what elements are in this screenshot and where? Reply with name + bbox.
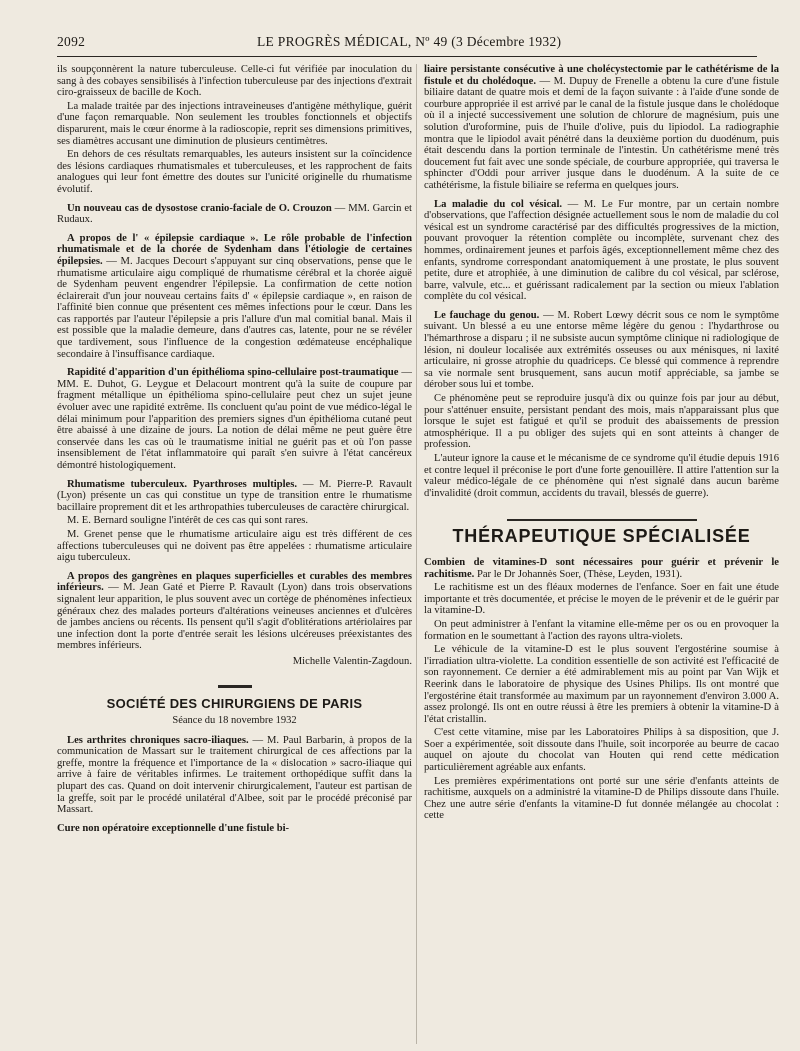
section-epithelioma	[57, 367, 412, 471]
paragraph: Le véhicule de la vitamine-D est le plus souvent l'ergostérine soumise à l'irradiation ultra-violette. La condition essentielle de son activité est l'efficacité de son rayonnement. Ce dernier a été admirablement mis au point par Van Wijk et Reerink dans le laboratoire de physique des Usines Philips. Ils ont montré que l'ergostérine était transformée au maximum par un rayonnement d'environ 3.000 A. assez prolongé. Ils ont en outre réussi à être les premiers à obtenir la vitamine-D à l'état cristallin.	[424, 644, 779, 725]
paragraph: M. E. Bernard souligne l'intérêt de ces cas qui sont rares.	[67, 515, 309, 527]
section-title: Un nouveau cas de dysostose cranio-faciale de O. Crouzon	[67, 202, 332, 214]
section-gangrenes	[57, 571, 412, 652]
section-epilepsie	[57, 233, 412, 361]
section-body: — M. Robert Lœwy décrit sous ce nom le symptôme suivant. Un blessé a eu une entorse même légère du genou : l'hydarthrose ou l'hémarthrose a disparu ; il ne subsiste aucun symptôme clinique ni radiologique de lésion, ni douleur localisée aux extrémités osseuses ou aux ménisques, ni laxité articulaire, ni grosse atrophie du quadriceps. Ce blessé qui commence à reprendre sa vie normale sent brusquement, sans aucun motif appréciable, sa jambe se dérober sous lui et tombe.	[424, 309, 779, 391]
paragraph: Le rachitisme est un des fléaux modernes de l'enfance. Soer en fait une étude importante et très documentée, et précise le moyen de le prévenir et de le guérir par la vitamine-D.	[424, 582, 779, 617]
section-col-vesical	[424, 199, 779, 303]
section-body: — MM. Garcin et Rudaux.	[57, 202, 412, 226]
section-arthrites	[57, 735, 412, 816]
section-fauchage	[424, 310, 779, 391]
section-title: Cure non opératoire exceptionnelle d'une fistule bi-	[57, 822, 290, 834]
author-signature: Michelle Valentin-Zagdoun.	[292, 655, 412, 667]
therapy-heading: THÉRAPEUTIQUE SPÉCIALISÉE	[452, 526, 751, 547]
society-title: SOCIÉTÉ DES CHIRURGIENS DE PARIS	[106, 695, 363, 711]
separator	[57, 680, 412, 688]
page-header	[57, 34, 757, 52]
paragraph: M. Grenet pense que le rhumatisme articulaire aigu est très différent de ces affections tuberculeuses qui ne doivent pas être appelées : rhumatisme articulaire aigu tuberculeux.	[57, 528, 412, 564]
section-title: A propos des gangrènes en plaques superficielles et curables des membres inférieurs.	[57, 570, 412, 594]
column-divider	[416, 64, 417, 1044]
paragraph: C'est cette vitamine, mise par les Laboratoires Philips à sa disposition, que J. Soer a expérimentée, soit dissoute dans l'huile, soit incorporée au beurre de cacao auquel on ajoute du chocolat van Houten qui rend cette médication particulièrement agréable aux enfants.	[424, 727, 779, 774]
section-fistule	[424, 64, 779, 192]
paragraph: L'auteur ignore la cause et le mécanisme de ce syndrome qu'il étudie depuis 1916 et contre lequel il préconise le port d'une forte genouillère. Il attire l'attention sur la valeur médico-légale de ce phénomène qui n'est signalé dans aucun barème d'invalidité (droit commun, accidents du travail, blessés de guerre).	[424, 453, 779, 499]
left-column	[57, 64, 412, 1049]
section-body: — M. Jacques Decourt s'appuyant sur cinq observations, pense que le rhumatisme articulaire aigu compliqué de rhumatisme cérébral et la chorée aiguë de Sydenham peuvent engendrer l'épilepsie. La confirmation de cette notion éclairerait d'un jour nouveau certains faits d' « épilepsie cardiaque », en raison de l'affinité bien connue que présentent ces mêmes infections pour le cœur. Dans les cas rapportés par l'auteur l'épilepsie a pris l'allure d'un mal comitial banal. Mais il est possible que la maladie demeure, dans d'autres cas, latente, pour ne se révéler que tardivement, sous l'influence de la congestion œdémateuse encéphalique secondaire à l'insuffisance cardiaque.	[57, 255, 412, 360]
section-body: — M. Dupuy de Frenelle a obtenu la cure d'une fistule biliaire datant de quatre mois et demi de la façon suivante : à l'aide d'une sonde de courbure appropriée il est arrivé par le canal de la fistule jusque dans le cholédoque où il a injecté successivement une solution de chlorure de magnésium, puis une solution d'uroformine, puis de l'huile d'olive, puis du lipiodol. La radiographie montra que le lipiodol avait pénétré dans la deuxième portion du duodénum, puis était descendu dans la portion terminale de l'intestin. Un cathétérisme mené très doucement fut fait avec une sonde spéciale, de courbure appropriée, qui traversa le sphincter d'Oddi pour arriver jusque dans le duodénum. A la suite de ce cathétérisme, la fistule biliaire se referma en quelques jours.	[424, 75, 779, 191]
paragraph: Les premières expérimentations ont porté sur une série d'enfants atteints de rachitisme, auxquels on a administré la vitamine-D de Philips dissoute dans l'huile. Chez une autre série d'enfants la vitamine-D fut donnée mélangée au chocolat : cette	[424, 775, 779, 822]
paragraph: On peut administrer à l'enfant la vitamine elle-même per os ou en provoquer la formation en le soumettant à l'action des rayons ultra-violets.	[424, 618, 779, 642]
section-title: La maladie du col vésical.	[434, 198, 563, 210]
section-title: Rhumatisme tuberculeux. Pyarthroses multiples.	[67, 478, 298, 490]
section-body: Par le Dr Johannès Soer, (Thèse, Leyden, 1931).	[474, 568, 683, 580]
section-vitamines	[424, 557, 779, 580]
right-column	[424, 64, 779, 1049]
paragraph: En dehors de ces résultats remarquables, les auteurs insistent sur la coïncidence des lésions cardiaques rhumatismales et tuberculeuses, et les rapprochent de faits analogues qui leur font émettre des doutes sur l'unicité originelle du rhumatisme évolutif.	[57, 149, 412, 195]
paragraph: La malade traitée par des injections intraveineuses d'antigène méthylique, guérit d'une façon remarquable. Non seulement les troubles fonctionnels et objectifs disparurent, mais le cœur énorme à la radioscopie, reprit ses dimensions primitives, ses diamètres accusant une diminution de plusieurs centimètres.	[57, 100, 412, 147]
section-body: — M. Pierre-P. Ravault (Lyon) présente un cas qui constitue un type de transition entre le rhumatisme bacillaire proprement dit et les arthropathies tuberculeuses de caractère chirurgical.	[57, 478, 412, 513]
section-fistule-start	[57, 823, 412, 835]
section-body: — M. Le Fur montre, par un certain nombre d'observations, que l'affection désignée actuellement sous le nom de maladie du col vésical est un syndrome caractérisé par des difficultés progressives de la miction, pouvant provoquer la rétention complète ou incomplète, survenant chez des hommes, ordinairement jeunes et parfois âgés, exceptionnellement même chez des enfants, syndrome correspondant anatomiquement à une prostate, le plus souvent petite, dure et atrophiée, à une diminution de calibre du col vésical, par sclérose, barre, valvule, etc... et guérissant radicalement par la section ou mieux l'ablation complète du col vésical.	[424, 198, 779, 303]
section-body: — MM. E. Duhot, G. Leygue et Delacourt montrent qu'à la suite de coupure par fragment métallique un épithélioma spino-cellulaire peut chez un sujet jeune évoluer avec une rapidité extrême. Ils concluent qu'au point de vue médico-légal le délai minimum pour l'apparition des premiers signes d'un épithélioma cutané peut être abaissé à une dizaine de jours. La notion de délai même ne peut guère être conservée dans les cas où le traumatisme initial ne guérit pas et où l'on passe insensiblement de l'état inflammatoire qui paraît s'en suivre à l'état cancéreux démontré histologiquement.	[57, 367, 412, 471]
section-body: — M. Paul Barbarin, à propos de la communication de Massart sur le traitement chirurgical de ces affections par la greffe, montre la fréquence et l'importance de la « dislocation » sacro-iliaque qui arrive à faire de véritables infirmes. Le traitement orthopédique suffit dans la plupart des cas. Quand on doit intervenir chirurgicalement, l'auteur est partisan de la greffe, soit par le procédé unilatéral d'Albee, soit par le procédé préconisé par Massart.	[57, 734, 412, 816]
header-rule	[57, 56, 757, 57]
paragraph: ils soupçonnèrent la nature tuberculeuse. Celle-ci fut vérifiée par inoculation du sang à des cobayes sensibilisés à l'infection tuberculeuse par des injections d'extrait ciro-graisseux de bacille de Koch.	[57, 64, 412, 99]
section-title: Le fauchage du genou.	[434, 309, 540, 321]
section-title: liaire persistante consécutive à une cholécystectomie par le cathétérisme de la fistule et du cholédoque.	[424, 64, 779, 87]
page-number: 2092	[57, 34, 86, 49]
section-title: Combien de vitamines-D sont nécessaires pour guérir et prévenir le rachitisme.	[424, 556, 779, 580]
seance-date: Séance du 18 novembre 1932	[172, 715, 297, 727]
section-crouzon	[57, 203, 412, 226]
section-title: A propos de l' « épilepsie cardiaque ». Le rôle probable de l'infection rhumatismale et de la chorée de Sydenham dans l'étiologie de certaines épilepsies.	[57, 232, 412, 267]
section-title: Les arthrites chroniques sacro-iliaques.	[67, 734, 249, 746]
section-body: — M. Jean Gaté et Pierre P. Ravault (Lyon) dans trois observations signalent leur apparition, le plus souvent avec un cortège de phénomènes infectieux généraux chez des malades porteurs d'altérations veineuses anciennes et d'ulcères de jambes anciens ou récents. Ils pensent qu'il s'agit d'oblitérations artériolaires par une infection dont la porte d'entrée serait les lésions ulcéreuses préexistantes des membres inférieurs.	[57, 582, 412, 652]
section-title: Rapidité d'apparition d'un épithélioma spino-cellulaire post-traumatique	[67, 367, 399, 379]
section-rhumatisme	[57, 479, 412, 514]
paragraph: Ce phénomène peut se reproduire jusqu'à dix ou quinze fois par jour au début, pour s'atténuer ensuite, persistant pendant des mois, mais n'apparaissant plus que lorsque le sujet est fatigué et qu'il se produit des abaissements de pression atmosphérique. Il a pu obliger des sujets qui en sont atteints à changer de profession.	[424, 393, 779, 451]
separator	[424, 513, 779, 523]
running-title: LE PROGRÈS MÉDICAL, Nº 49 (3 Décembre 1932)	[257, 34, 562, 49]
